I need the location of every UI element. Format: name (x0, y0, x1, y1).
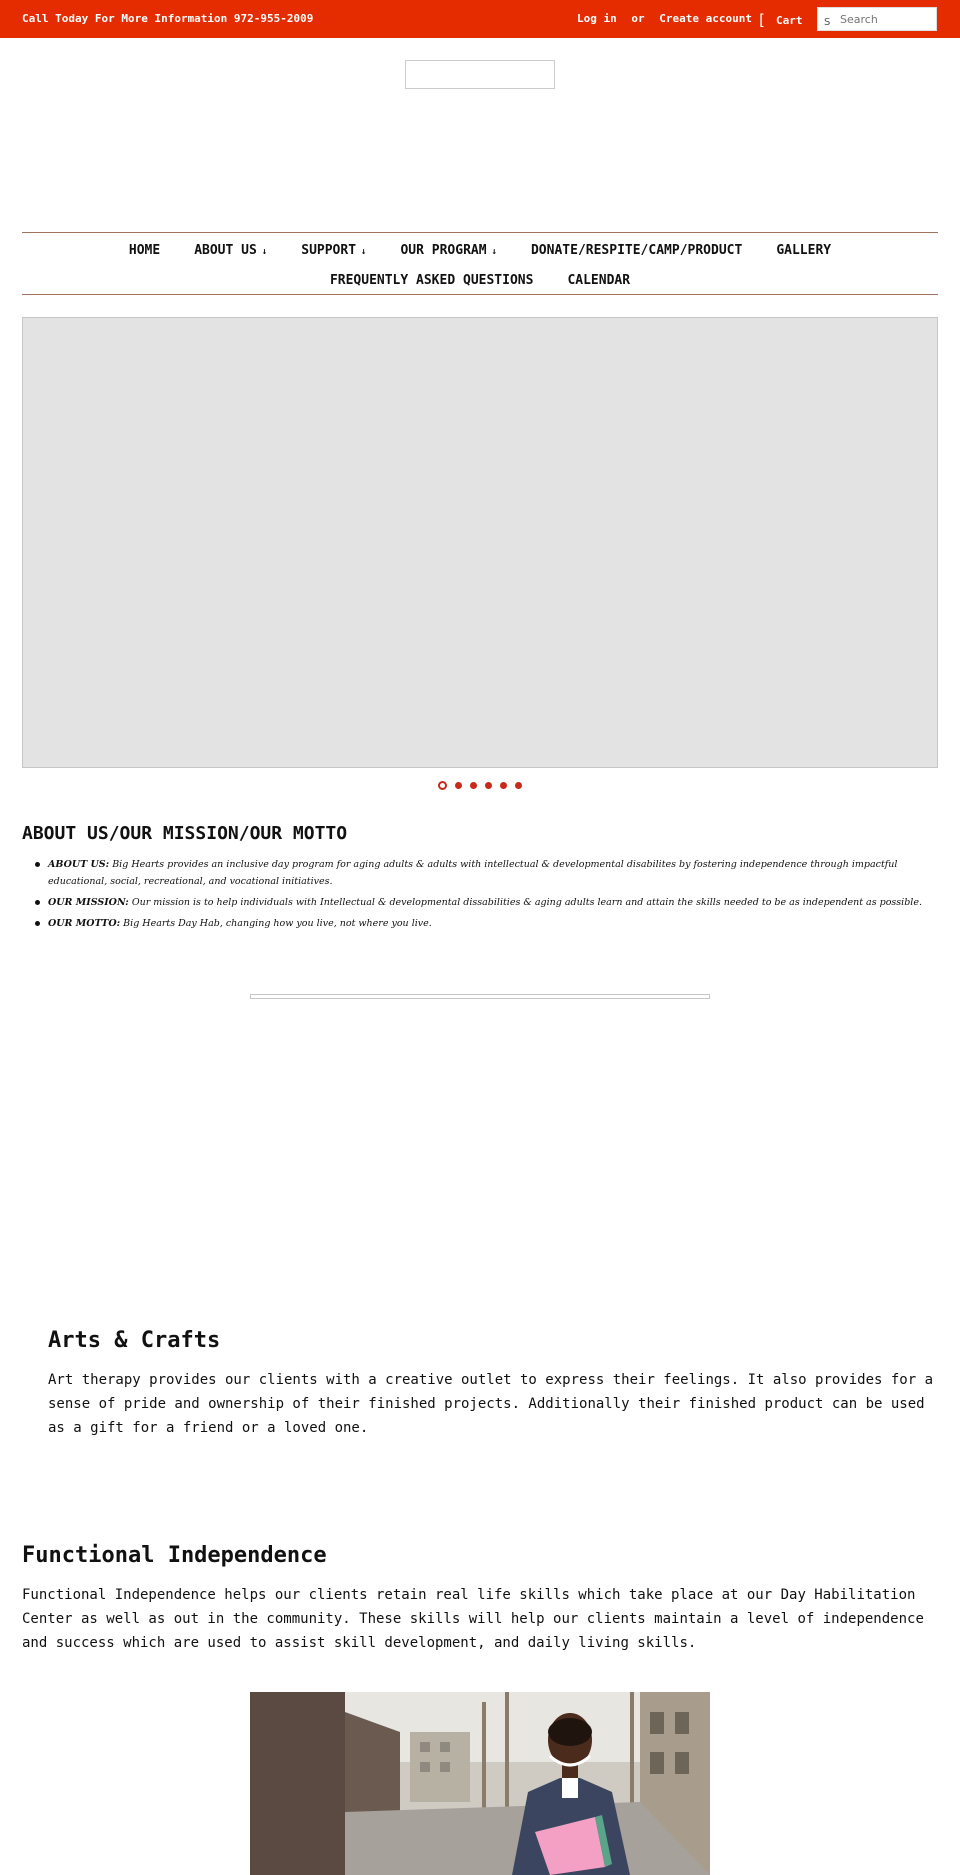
mission-text: Our mission is to help individuals with Intellectual & developmental dissabilities & aging adults learn and attain the skills needed to be as independent as possible. (131, 897, 922, 908)
image-placeholder (250, 994, 710, 999)
chevron-down-icon: ↓ (261, 246, 268, 257)
top-bar (0, 0, 960, 38)
phone-info: Call Today For More Information 972-955-2009 (22, 12, 314, 25)
account-links (577, 12, 760, 25)
search-input[interactable] (818, 9, 936, 31)
nav-gallery[interactable] (776, 243, 831, 258)
chevron-down-icon: ↓ (491, 246, 497, 257)
slide-dot[interactable] (485, 782, 492, 789)
list-item (48, 856, 928, 890)
nav-home[interactable] (129, 243, 160, 258)
motto-text: Big Hearts Day Hab, changing how you live, not where you live. (123, 918, 432, 929)
photo-illustration (250, 1692, 710, 1875)
nav-our-program[interactable] (400, 243, 497, 258)
about-heading: ABOUT US/OUR MISSION/OUR MOTTO (22, 823, 348, 844)
nav-faq-label: FREQUENTLY ASKED QUESTIONS (329, 272, 534, 288)
functional-heading: Functional Independence (22, 1543, 327, 1568)
nav-gallery-label: GALLERY (776, 242, 832, 258)
arts-heading: Arts & Crafts (48, 1328, 221, 1353)
arts-text: Art therapy provides our clients with a creative outlet to express their feelings. It also provides for a sense of pride and ownership of their finished projects. Additionally their finished product can be used as a gift for a friend or a loved one. (48, 1372, 934, 1436)
chevron-down-icon: ↓ (361, 246, 367, 257)
list-item (48, 915, 928, 932)
functional-text: Functional Independence helps our clients retain real life skills which take place at our Day Habilitation Center as well as out in the community. These skills will help our clients maintain a level of independence and success which are used to assist skill development, and daily living skills. (22, 1587, 924, 1651)
search-icon[interactable]: S (824, 17, 831, 28)
create-account-link[interactable]: Create account (659, 12, 752, 25)
nav-support[interactable] (301, 243, 366, 258)
nav-calendar-label: CALENDAR (567, 272, 631, 288)
main-nav (22, 232, 938, 295)
slide-dot[interactable] (515, 782, 522, 789)
site-logo[interactable] (405, 60, 555, 89)
slide-dot[interactable] (470, 782, 477, 789)
nav-support-label: SUPPORT (301, 242, 357, 258)
slide-dot[interactable] (500, 782, 507, 789)
nav-row-2 (22, 265, 938, 295)
cart-link[interactable] (757, 10, 803, 28)
nav-faq[interactable] (330, 273, 534, 288)
cart-icon: [ (757, 11, 767, 29)
hero-slideshow[interactable] (22, 317, 938, 768)
cart-label: Cart (776, 14, 803, 27)
slide-dot[interactable] (438, 781, 447, 790)
nav-donate[interactable] (531, 243, 742, 258)
slideshow-dots (0, 781, 960, 790)
nav-about-us-label: ABOUT US (194, 242, 257, 258)
list-item (48, 894, 928, 911)
login-link[interactable]: Log in (577, 12, 617, 25)
nav-our-program-label: OUR PROGRAM (400, 242, 487, 258)
motto-label: OUR MOTTO: (48, 918, 121, 929)
about-list (48, 856, 928, 936)
nav-row-1 (22, 235, 938, 265)
nav-home-label: HOME (128, 242, 161, 258)
about-text: Big Hearts provides an inclusive day program for aging adults & adults with intellectual & developmental disabilites by fostering independence through impactful educational, social, recreational, and vocational initiatives. (48, 859, 898, 887)
search-box (817, 7, 937, 31)
nav-donate-label: DONATE/RESPITE/CAMP/PRODUCT (530, 242, 743, 258)
slide-dot[interactable] (455, 782, 462, 789)
nav-about-us[interactable] (194, 243, 267, 258)
mission-label: OUR MISSION: (48, 897, 129, 908)
student-photo (250, 1692, 710, 1875)
or-text: or (631, 12, 645, 25)
nav-calendar[interactable] (567, 273, 630, 288)
about-label: ABOUT US: (48, 859, 110, 870)
